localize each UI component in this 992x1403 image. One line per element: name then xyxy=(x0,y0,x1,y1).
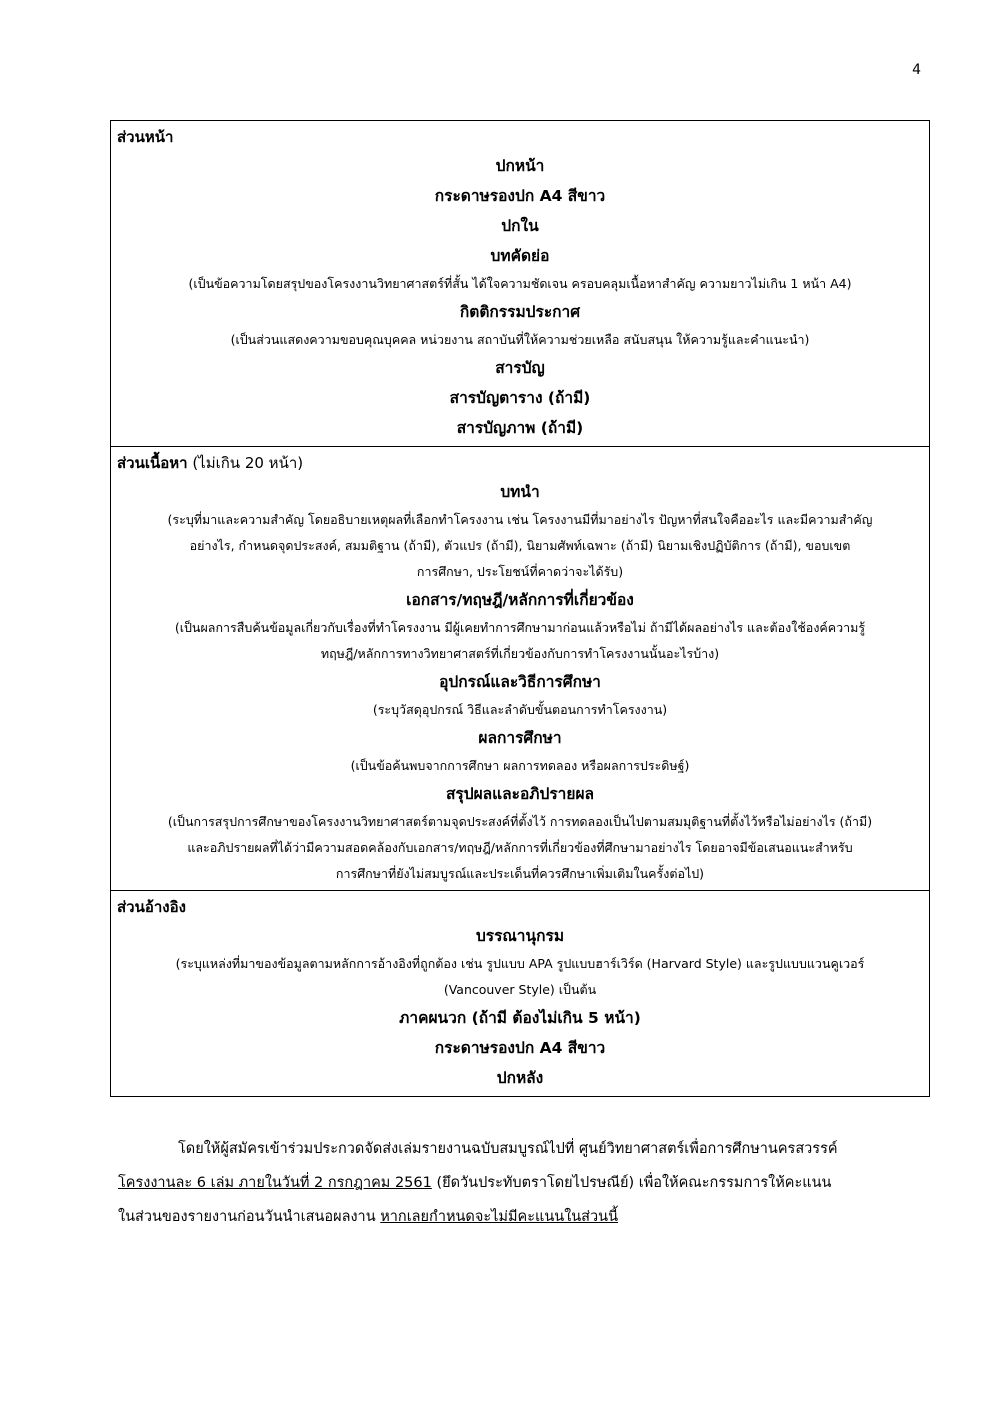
front-section-items xyxy=(117,151,923,443)
paragraph-deadline: โครงงานละ 6 เล่ม ภายในวันที่ 2 กรกฎาคม 2561 xyxy=(118,1175,432,1191)
front-section-label: ส่วนหน้า xyxy=(117,128,174,146)
section-heading: ปกหน้า xyxy=(495,157,545,175)
section-heading: กระดาษรองปก A4 สีขาว xyxy=(434,1039,606,1057)
submission-paragraph xyxy=(118,1132,920,1234)
section-heading: กระดาษรองปก A4 สีขาว xyxy=(434,187,606,205)
section-heading: บทคัดย่อ xyxy=(490,247,550,265)
section-description: (เป็นผลการสืบค้นข้อมูลเกี่ยวกับเรื่องที่ทำโครงงาน มีผู้เคยทำการศึกษามาก่อนแล้วหรือไม่ ถ้ามีได้ผลอย่างไร และต้องใช้องค์ความรู้ xyxy=(174,620,866,635)
section-description: (ระบุที่มาและความสำคัญ โดยอธิบายเหตุผลที่เลือกทำโครงงาน เช่น โครงงานมีที่มาอย่างไร ปัญหาที่สนใจคืออะไร และมีความสำคัญ xyxy=(167,512,873,527)
section-heading: สรุปผลและอภิปรายผล xyxy=(445,785,595,803)
section-heading: สารบัญภาพ (ถ้ามี) xyxy=(456,419,584,437)
paragraph-part4: ในส่วนของรายงานก่อนวันนำเสนอผลงาน xyxy=(118,1209,381,1225)
reference-section-items xyxy=(117,921,923,1093)
paragraph-part1: โดยให้ผู้สมัครเข้าร่วมประกวดจัดส่งเล่มรายงานฉบับสมบูรณ์ไปที่ ศูนย์วิทยาศาสตร์เพื่อการศึกษานครสวรรค์ xyxy=(178,1141,838,1157)
reference-section-label: ส่วนอ้างอิง xyxy=(117,898,186,916)
section-heading: สารบัญ xyxy=(495,359,545,377)
section-description: (เป็นส่วนแสดงความขอบคุณบุคคล หน่วยงาน สถาบันที่ให้ความช่วยเหลือ สนับสนุน ให้ความรู้และคำแนะนำ) xyxy=(230,332,810,347)
section-heading: ปกใน xyxy=(501,217,539,235)
section-description: ทฤษฎี/หลักการทางวิทยาศาสตร์ที่เกี่ยวข้องกับการทำโครงงานนั้นอะไรบ้าง) xyxy=(320,646,720,661)
section-description: (เป็นข้อความโดยสรุปของโครงงานวิทยาศาสตร์ที่สั้น ได้ใจความชัดเจน ครอบคลุมเนื้อหาสำคัญ ความยาวไม่เกิน 1 หน้า A4) xyxy=(188,276,852,291)
section-heading: สารบัญตาราง (ถ้ามี) xyxy=(449,389,591,407)
section-heading: บรรณานุกรม xyxy=(475,927,565,945)
section-heading: ปกหลัง xyxy=(496,1069,544,1087)
section-description: (เป็นข้อค้นพบจากการศึกษา ผลการทดลอง หรือผลการประดิษฐ์) xyxy=(350,758,690,773)
content-section-note: (ไม่เกิน 20 หน้า) xyxy=(187,454,304,472)
section-heading: เอกสาร/ทฤษฎี/หลักการที่เกี่ยวข้อง xyxy=(406,591,634,609)
section-description: การศึกษา, ประโยชน์ที่คาดว่าจะได้รับ) xyxy=(416,564,624,579)
section-description: อย่างไร, กำหนดจุดประสงค์, สมมติฐาน (ถ้ามี), ตัวแปร (ถ้ามี), นิยามศัพท์เฉพาะ (ถ้ามี) นิยามเชิงปฏิบัติการ (ถ้ามี), ขอบเขต xyxy=(189,538,851,553)
section-description: (ระบุวัสดุอุปกรณ์ วิธีและลำดับขั้นตอนการทำโครงงาน) xyxy=(372,702,668,717)
paragraph-part3: (ยึดวันประทับตราโดยไปรษณีย์) เพื่อให้คณะกรรมการให้คะแนน xyxy=(431,1175,832,1191)
reference-section xyxy=(111,891,929,1096)
report-outline-table xyxy=(110,120,930,1097)
content-section-label: ส่วนเนื้อหา xyxy=(117,454,188,472)
section-heading: บทนำ xyxy=(500,483,540,501)
section-heading: อุปกรณ์และวิธีการศึกษา xyxy=(439,673,601,691)
content-section-items xyxy=(117,477,923,887)
section-heading: ภาคผนวก (ถ้ามี ต้องไม่เกิน 5 หน้า) xyxy=(399,1009,641,1027)
section-description: (Vancouver Style) เป็นต้น xyxy=(443,982,597,997)
section-heading: ผลการศึกษา xyxy=(478,729,562,747)
section-description: (ระบุแหล่งที่มาของข้อมูลตามหลักการอ้างอิงที่ถูกต้อง เช่น รูปแบบ APA รูปแบบฮาร์เวิร์ด (Harvard Style) และรูปแบบแวนคูเวอร์ xyxy=(175,956,865,971)
section-description: และอภิปรายผลที่ได้ว่ามีความสอดคล้องกับเอกสาร/ทฤษฎี/หลักการที่เกี่ยวข้องที่ศึกษามาอย่างไร โดยอาจมีข้อเสนอแนะสำหรับ xyxy=(187,840,853,855)
section-description: การศึกษาที่ยังไม่สมบูรณ์และประเด็นที่ควรศึกษาเพิ่มเติมในครั้งต่อไป) xyxy=(335,866,705,881)
content-section xyxy=(111,447,929,891)
section-heading: กิตติกรรมประกาศ xyxy=(459,303,581,321)
section-description: (เป็นการสรุปการศึกษาของโครงงานวิทยาศาสตร์ตามจุดประสงค์ที่ตั้งไว้ การทดลองเป็นไปตามสมมุติฐานที่ตั้งไว้หรือไม่อย่างไร (ถ้ามี) xyxy=(167,814,873,829)
front-section xyxy=(111,121,929,447)
paragraph-warning: หากเลยกำหนดจะไม่มีคะแนนในส่วนนี้ xyxy=(380,1209,619,1225)
page-number: 4 xyxy=(912,62,921,78)
